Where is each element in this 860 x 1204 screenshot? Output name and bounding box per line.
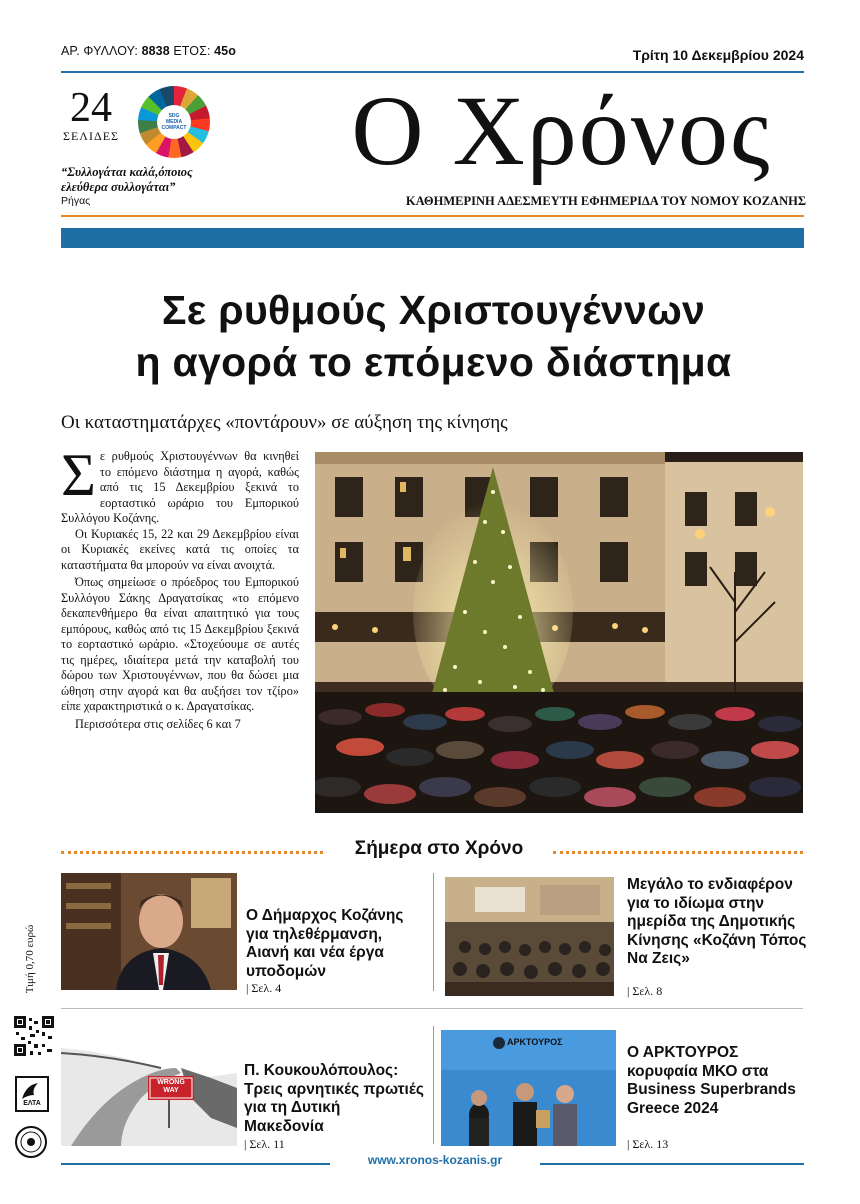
sdg-media-text: MEDIA	[165, 119, 183, 125]
price-text: Τιμή 0,70 ευρώ	[24, 924, 36, 994]
footer-website-link[interactable]: www.xronos-kozanis.gr	[330, 1153, 540, 1167]
headline-line-1: Σε ρυθμούς Χριστουγέννων	[161, 287, 706, 333]
teaser-photo-arktouros[interactable]	[441, 1030, 616, 1146]
article-para-1: ε ρυθμούς Χριστουγέννων θα κινηθεί το επόμενο διάστημα η αγορά, καθώς από τις 15 Δεκεμβρίου ξεκινά το εορταστικό ωράριο του Εμπορικού Συλλόγου Κοζάνης.	[61, 449, 299, 525]
teaser-separator	[433, 873, 434, 991]
teaser-row-separator	[61, 1008, 803, 1009]
issue-date: Τρίτη 10 Δεκεμβρίου 2024	[632, 47, 804, 63]
lead-subhead: Οι καταστηματάρχες «ποντάρουν» σε αύξηση της κίνησης	[61, 412, 508, 433]
header-orange-rule	[61, 215, 804, 217]
sdg-media-compact-logo	[138, 86, 210, 158]
footer-rule-left	[61, 1163, 330, 1165]
headline-line-2: η αγορά το επόμενο διάστημα	[135, 339, 732, 385]
header-top-rule	[61, 71, 804, 73]
footer-rule-right	[540, 1163, 804, 1165]
header-blue-bar	[61, 228, 804, 248]
article-more-pages[interactable]: Περισσότερα στις σελίδες 6 και 7	[75, 716, 241, 731]
wrong-way-sign-text: WRONG WAY	[157, 1079, 185, 1094]
article-para-3: Όπως σημείωσε ο πρόεδρος του Εμπορικού Συλλόγου Σάκης Δραγατσίκας «το επόμενο δεκαπενθήμερο θα είναι απαιτητικό για τους εμπόρους, καθώς από τις 15 Δεκεμβρίου ξεκινά το εορταστικό ωράριο. «Στοχεύουμε σε αυτές τις ημέρες, ιδιαίτερα μετά την καταβολή του δώρου των Χριστουγέννων, που θα δώσει μια ώθηση στην αγορά και θα αυξήσει τον τζίρο» είπε χαρακτηριστικά ο κ. Δραγατσίκας.	[61, 575, 299, 713]
christmas-square-illustration	[315, 452, 803, 813]
section-dots-right	[553, 851, 803, 854]
quote-author: Ρήγας	[61, 195, 91, 207]
newspaper-masthead: Ο Χρόνος	[351, 75, 772, 186]
teaser-1-title[interactable]: Ο Δήμαρχος Κοζάνης για τηλεθέρμανση, Αιανή και νέα έργα υποδομών	[246, 907, 404, 980]
elta-text: ΕΛΤΑ	[23, 1100, 41, 1107]
issue-number: 8838	[141, 44, 170, 58]
teaser-4-page: | Σελ. 13	[627, 1137, 669, 1151]
section-dots-left	[61, 851, 323, 854]
seal-graphic	[14, 1125, 48, 1159]
arktouros-logo-text: ΑΡΚΤΟΥΡΟΣ	[507, 1037, 563, 1047]
quote-line-2: ελεύθερα συλλογάται”	[61, 180, 176, 194]
teaser-separator-bottom	[433, 1026, 434, 1144]
pages-count: 24	[70, 85, 112, 131]
arktouros-award-illustration	[441, 1030, 616, 1146]
lead-photo-christmas-tree-square[interactable]	[315, 452, 803, 813]
qr-code-icon[interactable]	[14, 1016, 54, 1056]
teaser-4-title[interactable]: Ο ΑΡΚΤΟΥΡΟΣ κορυφαία ΜΚΟ στα Business Superbrands Greece 2024	[627, 1044, 796, 1117]
conference-photo-illustration	[445, 877, 614, 996]
teaser-2-page: | Σελ. 8	[627, 984, 663, 998]
newspaper-subtitle: ΚΑΘΗΜΕΡΙΝΗ ΑΔΕΣΜΕΥΤΗ ΕΦΗΜΕΡΙΔΑ ΤΟΥ ΝΟΜΟΥ ΚΟΖΑΝΗΣ	[405, 194, 806, 208]
sdg-text: SDG	[168, 113, 180, 119]
pages-label: ΣΕΛΙΔΕΣ	[62, 129, 120, 143]
teaser-3-page: | Σελ. 11	[244, 1137, 285, 1151]
teaser-1-page: | Σελ. 4	[246, 981, 282, 995]
elta-logo	[14, 1075, 50, 1113]
teaser-photo-conference[interactable]	[445, 877, 614, 996]
section-title-today: Σήμερα στο Χρόνο	[354, 838, 524, 859]
qr-code-graphic	[14, 1016, 54, 1056]
year-number: 45ο	[214, 44, 236, 58]
sdg-compact-text: COMPACT	[161, 125, 187, 131]
article-para-2: Οι Κυριακές 15, 22 και 29 Δεκεμβρίου είναι οι Κυριακές εκείνες κατά τις οποίες τα καταστήματα θα μπορούν να είναι ανοιχτά.	[61, 526, 299, 572]
teaser-3-title[interactable]: Π. Κουκουλόπουλος: Τρεις αρνητικές πρωτιές για τη Δυτική Μακεδονία	[244, 1062, 424, 1135]
wrong-way-illustration	[61, 1028, 237, 1146]
drop-cap: Σ	[61, 442, 96, 508]
lead-headline[interactable]	[61, 284, 806, 388]
year-label: ΕΤΟΣ:	[173, 44, 211, 58]
teaser-photo-mayor[interactable]	[61, 873, 237, 990]
price-label	[20, 905, 34, 1015]
lead-article-text	[61, 442, 299, 732]
teaser-photo-wrong-way[interactable]	[61, 1028, 237, 1146]
issue-info	[61, 44, 236, 58]
elta-bird-icon	[14, 1075, 50, 1113]
article-paragraph	[61, 442, 299, 527]
issue-label: ΑΡ. ΦΥΛΛΟΥ:	[61, 44, 138, 58]
mayor-photo-illustration	[61, 873, 237, 990]
quote-line-1: “Συλλογάται καλά,όποιος	[61, 165, 193, 179]
teaser-2-title[interactable]: Μεγάλο το ενδιαφέρον για το ιδίωμα στην ημερίδα της Δημοτικής Κίνησης «Κοζάνη Τόπος Να Ζεις»	[627, 876, 807, 967]
motto-quote	[61, 165, 193, 195]
press-seal-icon	[14, 1125, 48, 1159]
